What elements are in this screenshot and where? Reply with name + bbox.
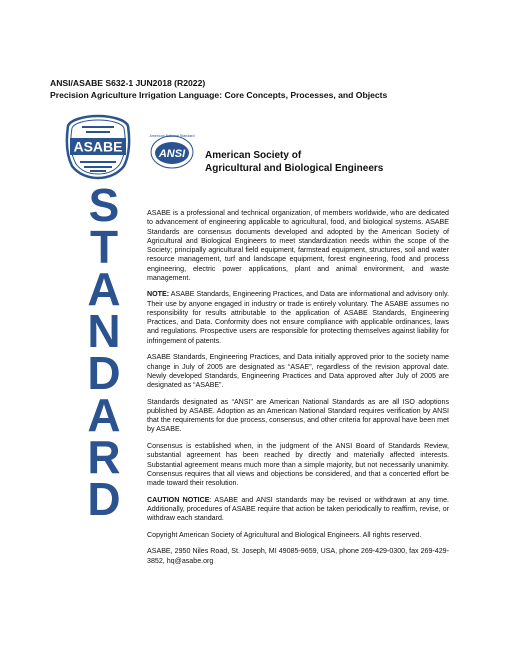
ansi-logo-text: ANSI xyxy=(158,148,186,160)
address-paragraph: ASABE, 2950 Niles Road, St. Joseph, MI 49085-9659, USA, phone 269-429-0300, fax 269-429-3852, hq@asabe.org xyxy=(147,547,449,565)
designation-paragraph: ASABE Standards, Engineering Practices, and Data initially approved prior to the society name change in July of 2005 are designated as “ASAE”, regardless of the revision approval date. Newly developed Standards, Engineering Practices and Data approved after July of 2005 are designated as “ASABE”. xyxy=(147,353,449,390)
document-title: Precision Agriculture Irrigation Language: Core Concepts, Processes, and Objects xyxy=(50,89,388,100)
document-header xyxy=(50,78,470,101)
ansi-logo xyxy=(147,130,197,170)
body-text xyxy=(147,209,449,573)
caution-text: : ASABE and ANSI standards may be revised or withdrawn at any time. Additionally, procedures of ASABE require that action be taken periodically to reaffirm, revise, or withdraw each standard. xyxy=(147,495,449,523)
standard-designation: ANSI/ASABE S632-1 JUN2018 (R2022) xyxy=(50,78,206,88)
standard-letter: N xyxy=(87,305,121,357)
asabe-logo xyxy=(64,114,132,180)
standard-letter: R xyxy=(87,431,121,483)
note-text: ASABE Standards, Engineering Practices, and Data are informational and advisory only. Their use by anyone engaged in industry or trade is entirely voluntary. The ASABE assumes no responsibility for results attributable to the application of ASABE Standards, Engineering Practices, and Data. Conformity does not ensure compliance with applicable ordinances, laws and regulations. Prospective users are responsible for protecting themselves against liability for infringement of patents. xyxy=(147,290,449,345)
society-name xyxy=(205,150,383,175)
vertical-standard-word xyxy=(82,179,126,525)
standard-letter: D xyxy=(87,347,121,399)
standard-letter: T xyxy=(89,221,119,273)
consensus-paragraph: Consensus is established when, in the judgment of the ANSI Board of Standards Review, substantial agreement has been reached by directly and materially affected interests. Substantial agreement means much more than a simple majority, but not necessarily unanimity. Consensus requires that all views and objections be considered, and that a concerted effort be made toward their resolution. xyxy=(147,442,449,488)
standard-letter: D xyxy=(87,473,121,525)
society-name-line2: Agricultural and Biological Engineers xyxy=(205,162,384,174)
standard-letter: S xyxy=(88,179,120,231)
note-paragraph xyxy=(147,290,449,346)
asabe-logo-text: ASABE xyxy=(73,138,123,155)
caution-label: CAUTION NOTICE xyxy=(147,495,210,504)
about-paragraph: ASABE is a professional and technical organization, of members worldwide, who are dedicated to advancement of engineering applicable to agricultural, food, and biological systems. ASABE Standards are consensus documents developed and adopted by the American Society of Agricultural and Biological Engineers to meet standardization needs within the scope of the Society; principally agricultural field equipment, farmstead equipment, structures, soil and water resource management, turf and landscape equipment, forest engineering, food and process engineering, electric power applications, plant and animal environment, and waste management. xyxy=(147,209,449,282)
note-label: NOTE: xyxy=(147,290,170,299)
ansi-ring-text: American National Standard xyxy=(149,134,195,138)
society-name-line1: American Society of xyxy=(205,150,302,161)
standard-letter: A xyxy=(87,263,121,315)
ansi-paragraph: Standards designated as “ANSI” are American National Standards as are all ISO adoptions published by ASABE. Adoption as an American National Standard requires verification by ANSI that the requirements for due process, consensus, and other criteria for approval have been met by ASABE. xyxy=(147,397,449,434)
caution-paragraph xyxy=(147,496,449,524)
copyright-paragraph: Copyright American Society of Agricultural and Biological Engineers. All rights reserved. xyxy=(147,530,422,539)
standard-letter: A xyxy=(87,389,121,441)
